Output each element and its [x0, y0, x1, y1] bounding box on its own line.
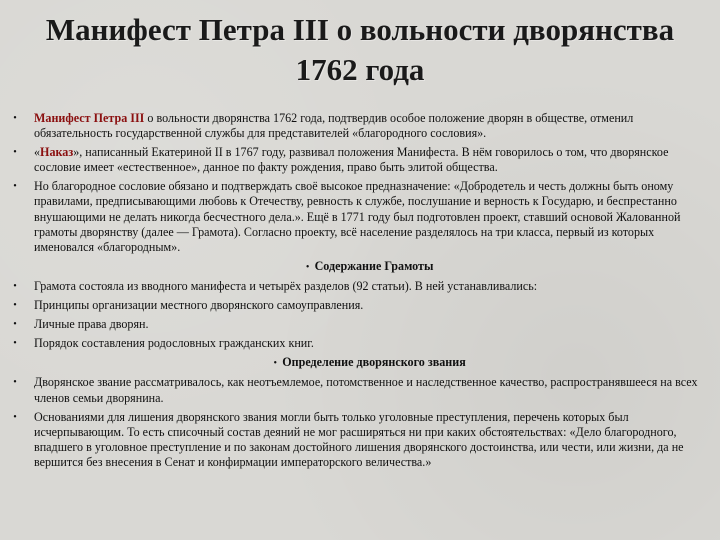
bullet-icon: •	[13, 377, 17, 389]
paragraph-text: Личные права дворян.	[34, 317, 149, 332]
paragraph-text: », написанный Екатериной II в 1767 году, развивал положения Манифеста. В нём говорилось о том, что дворянское сословие имеет «естественное», данное по факту рождения, право быть элитой общества.	[34, 145, 669, 175]
bullet-icon: •	[13, 147, 17, 159]
paragraph-text: Дворянское звание рассматривалось, как неотъемлемое, потомственное и наследственное качество, распространявшееся на всех членов семьи дворянина.	[34, 375, 698, 405]
bullet-item-hereditary	[10, 375, 700, 405]
slide-title	[0, 10, 720, 90]
paragraph-text: Но благородное сословие обязано и подтверждать своё высокое предназначение: «Добродетель и честь должны быть оному правилами, предписывающими любовь к Отечеству, ревность к службе, послушание и верность к Государю, и беспрестанно внушающими не делать никогда бесчестного дела.». Ещё в 1771 году был подготовлен проект, ставший основой Жалованной грамоты дворянству (далее — Грамота). Согласно проекту, всё население разделялось на три класса, первый из которых именовался «благородным».	[34, 179, 681, 254]
paragraph-text: Порядок составления родословных гражданских книг.	[34, 336, 314, 351]
highlight-term: Наказ	[40, 145, 74, 160]
paragraph-text: Принципы организации местного дворянского самоуправления.	[34, 298, 364, 313]
paragraph-text: Основаниями для лишения дворянского звания могли быть только уголовные преступления, перечень которых был исчерпывающим. То есть списочный состав деяний не мог расширяться ни при каких обстоятельствах: «Дело благородного, впадшего в уголовное преступление и по законам достойного лишения дворянского достоинства, или чести, или жизни, да не вершится без внесения в Сенат и конфирмации императорского величества.»	[34, 409, 684, 469]
bullet-item-genealogy-books	[10, 336, 700, 351]
paragraph-text: о вольности дворянства 1762 года, подтвердив особое положение дворян в обществе, отменил обязательность государственной службы для представителей «благородного сословия».	[34, 111, 634, 141]
section-heading-gramota	[10, 259, 700, 275]
bullet-item-nakaz	[10, 145, 700, 175]
bullet-item-structure	[10, 279, 700, 294]
highlight-term: Манифест Петра III	[34, 111, 145, 125]
bullet-icon: •	[273, 358, 277, 370]
bullet-item-manifest	[10, 111, 700, 141]
bullet-icon: •	[13, 319, 17, 331]
paragraph-text: Грамота состояла из вводного манифеста и четырёх разделов (92 статьи). В ней устанавливались:	[34, 278, 538, 293]
section-heading-text: Содержание Грамоты	[314, 258, 434, 273]
bullet-icon: •	[13, 300, 17, 312]
bullet-item-duty	[10, 179, 700, 254]
bullet-item-personal-rights	[10, 317, 700, 332]
bullet-icon: •	[13, 280, 17, 292]
bullet-item-self-government	[10, 298, 700, 313]
section-heading-text: Определение дворянского звания	[282, 355, 466, 370]
section-heading-title-definition	[10, 355, 700, 371]
quote-open: «	[34, 145, 41, 160]
bullet-icon: •	[305, 261, 310, 273]
bullet-icon: •	[13, 113, 17, 124]
bullet-icon: •	[13, 338, 17, 350]
bullet-item-deprivation	[10, 410, 700, 470]
slide-body	[10, 111, 700, 474]
title-line-2: 1762 года	[295, 52, 425, 87]
bullet-icon: •	[13, 411, 17, 423]
bullet-icon: •	[13, 181, 17, 193]
title-line-1: Манифест Петра III о вольности дворянства	[45, 12, 675, 47]
